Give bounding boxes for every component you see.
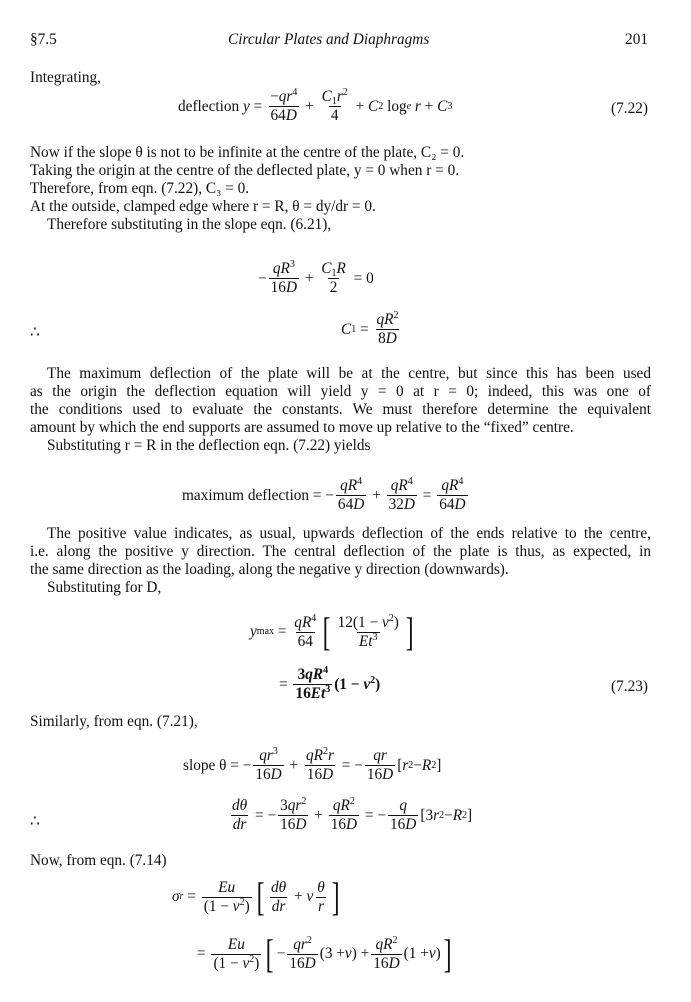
para3-line1: The positive value indicates, as usual, upwards deflection of the ends relative to the centre, bbox=[47, 525, 651, 542]
para2-line3: the conditions used to evaluate the constants. We must therefore determine the equivalent bbox=[30, 401, 651, 418]
deflection-label: deflection bbox=[178, 97, 240, 115]
equation-sigma-r: σ r = $\frac{Eu}{(1 - \nu^2)}$ [ $\frac{d\theta}{dr}$ + ν $\frac{\theta}{r}$ ] bbox=[172, 874, 340, 919]
equation-dtheta-dr: $\frac{d\theta}{dr}$ = − $\frac{3qr^2}{16D}$ + $\frac{qR^2}{16D}$ = − $\frac{q}{16D}$ [3 r 2 − R 2 ] bbox=[232, 796, 473, 833]
para1-line2: Taking the origin at the centre of the deflected plate, y = 0 when r = 0. bbox=[30, 162, 460, 179]
para1-line4: At the outside, clamped edge where r = R, θ = dy/dr = 0. bbox=[30, 198, 376, 215]
text-similarly: Similarly, from eqn. (7.21), bbox=[30, 713, 198, 730]
para2-line4: amount by which the end supports are assumed to move up relative to the “fixed” centre. bbox=[30, 419, 574, 436]
para1-line3: Therefore, from eqn. (7.22), C₃ = 0. bbox=[30, 180, 250, 197]
text-integrating: Integrating, bbox=[30, 69, 101, 86]
therefore-symbol-2: ∴ bbox=[30, 813, 40, 830]
para1-line1: Now if the slope θ is not to be infinite at the centre of the plate, C₂ = 0. bbox=[30, 144, 465, 161]
para1-line5: Therefore substituting in the slope eqn. (6.21), bbox=[47, 216, 332, 233]
equation-ymax: y max = $\frac{qR^4}{64}$ [ $\frac{12(1 - \nu^2)}{Et^3}$ ] bbox=[250, 609, 414, 654]
equation-sigma-r-expanded: = $\frac{Eu}{(1 - \nu^2)}$ [ − $\frac{qr^2}{16D}$ (3 + ν ) + $\frac{qR^2}{16D}$ (1 + ν ) ] bbox=[197, 931, 452, 976]
text-now-from: Now, from eqn. (7.14) bbox=[30, 852, 167, 869]
equation-max-deflection: maximum deflection = − $\frac{qR^4}{64D}$ + $\frac{qR^4}{32D}$ = $\frac{qR^4}{64D}$ bbox=[182, 476, 466, 513]
therefore-symbol: ∴ bbox=[30, 324, 40, 341]
eq-number-7-23: (7.23) bbox=[611, 678, 648, 695]
running-title: Circular Plates and Diaphragms bbox=[228, 31, 430, 48]
equation-boundary: − $\frac{qR^3}{16D}$ + $\frac{C_1R}{2}$ = 0 bbox=[258, 259, 374, 296]
eq-number-7-22: (7.22) bbox=[611, 100, 648, 117]
para2-line2: as the origin the deflection equation will yield y = 0 at r = 0; indeed, this was one of bbox=[30, 383, 651, 400]
equation-7-22: deflection y = $\frac{-qr^4}{64D}$ + $\frac{C_1r^2}{4}$ + C 2 log e r + C 3 bbox=[178, 87, 453, 124]
equation-ymax-result: = $\frac{3qR^4}{16Et^3}$ $(1 - \nu^2)$ bbox=[279, 665, 381, 702]
slope-label: slope θ bbox=[183, 756, 227, 774]
equation-slope: slope θ = − $\frac{qr^3}{16D}$ + $\frac{qR^2r}{16D}$ = − $\frac{qr}{16D}$ [ r 2 − R 2 ] bbox=[183, 746, 442, 783]
para2-line1: The maximum deflection of the plate will be at the centre, but since this has been used bbox=[47, 365, 651, 382]
maxdef-label: maximum deflection bbox=[182, 486, 310, 504]
para3-line2: i.e. along the positive y direction. The central deflection of the plate is thus, as expected, in bbox=[30, 543, 651, 560]
equation-c1: C 1 = $\frac{qR^2}{8D}$ bbox=[341, 310, 399, 347]
para3-line3: the same direction as the loading, along the negative y direction (downwards). bbox=[30, 561, 509, 578]
para2-line5: Substituting r = R in the deflection eqn. (7.22) yields bbox=[47, 437, 371, 454]
section-label: §7.5 bbox=[30, 31, 57, 48]
para3-line4: Substituting for D, bbox=[47, 579, 162, 596]
page-number: 201 bbox=[625, 31, 648, 48]
